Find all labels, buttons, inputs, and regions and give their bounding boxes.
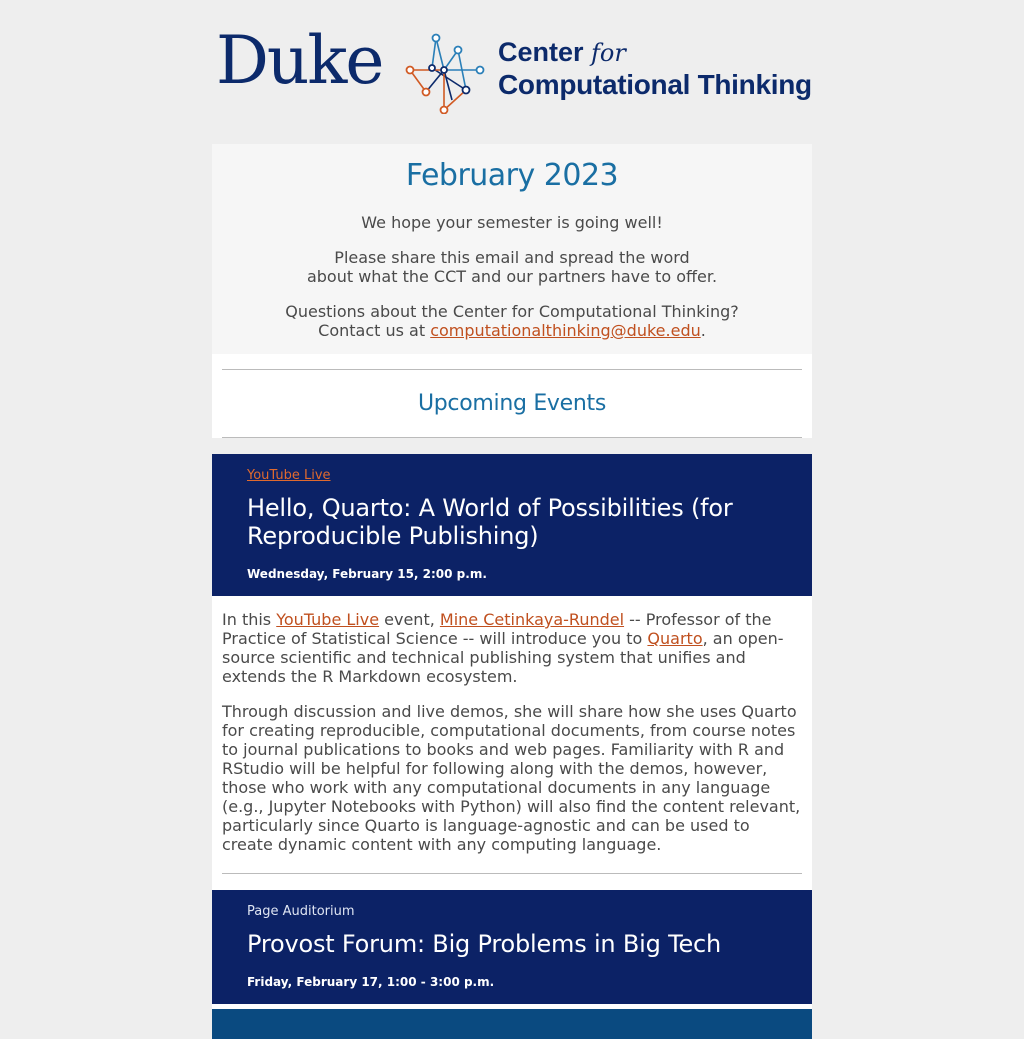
speaker-link[interactable]: Mine Cetinkaya-Rundel bbox=[439, 610, 625, 629]
newsletter-title: February 2023 bbox=[405, 158, 619, 193]
event-title: Hello, Quarto: A World of Possibilities (for Reproducible Publishing) bbox=[247, 494, 733, 550]
event-title: Provost Forum: Big Problems in Big Tech bbox=[247, 930, 722, 958]
event-date: Friday, February 17, 1:00 - 3:00 p.m. bbox=[247, 975, 495, 989]
event-header-provost-forum bbox=[212, 890, 812, 1004]
intro-contact-line1: Questions about the Center for Computational Thinking? bbox=[285, 302, 739, 321]
intro-contact bbox=[222, 302, 802, 340]
header-logo bbox=[212, 0, 812, 144]
email-container bbox=[212, 0, 812, 1039]
cct-for: for bbox=[591, 39, 626, 67]
event-date: Wednesday, February 15, 2:00 p.m. bbox=[247, 567, 487, 581]
intro-share-line1: Please share this email and spread the word bbox=[334, 248, 690, 267]
event-separator bbox=[212, 872, 812, 890]
event-location: Page Auditorium bbox=[247, 904, 355, 919]
network-logo-icon bbox=[404, 30, 486, 114]
event-tag-link[interactable]: YouTube Live bbox=[247, 468, 331, 483]
intro-share bbox=[222, 248, 802, 286]
divider bbox=[222, 873, 802, 874]
next-event-header bbox=[212, 1009, 812, 1039]
contact-email-link[interactable]: computationalthinking@duke.edu bbox=[430, 321, 701, 340]
intro-panel bbox=[212, 144, 812, 354]
quarto-link[interactable]: Quarto bbox=[647, 629, 703, 648]
duke-wordmark: Duke bbox=[216, 22, 383, 99]
desc-text: event, bbox=[379, 610, 440, 629]
section-title: Upcoming Events bbox=[417, 391, 607, 416]
cct-computational-thinking: Computational Thinking bbox=[498, 69, 812, 100]
divider bbox=[222, 437, 802, 438]
youtube-live-link[interactable]: YouTube Live bbox=[276, 610, 380, 629]
intro-contact-suffix: . bbox=[700, 321, 706, 340]
intro-greeting: We hope your semester is going well! bbox=[361, 213, 663, 232]
intro-share-line2: about what the CCT and our partners have to offer. bbox=[306, 267, 718, 286]
cct-center: Center bbox=[498, 37, 584, 67]
desc-text: -- Professor of the Practice of Statistical Science -- will introduce you to bbox=[222, 610, 772, 648]
desc-text: In this bbox=[222, 610, 277, 629]
cct-name bbox=[498, 36, 812, 101]
intro-contact-prefix: Contact us at bbox=[318, 321, 431, 340]
event-description bbox=[212, 596, 812, 872]
event-description-paragraph bbox=[222, 610, 802, 686]
event-description-paragraph: Through discussion and live demos, she will share how she uses Quarto for creating reproducible, computational documents, from course notes to journal publications to books and web pages. Familiarity with R and RStudio will be helpful for following along with the demos, however, those who work with any computational documents in any language (e.g., Jupyter Notebooks with Python) will also find the content relevant, particularly since Quarto is language-agnostic and can be used to create dynamic content with any computing language. bbox=[222, 702, 801, 854]
desc-text: , an open-source scientific and technical publishing system that unifies and extends the R Markdown ecosystem. bbox=[222, 629, 784, 686]
event-header-quarto bbox=[212, 454, 812, 596]
upcoming-events-header bbox=[212, 354, 812, 438]
